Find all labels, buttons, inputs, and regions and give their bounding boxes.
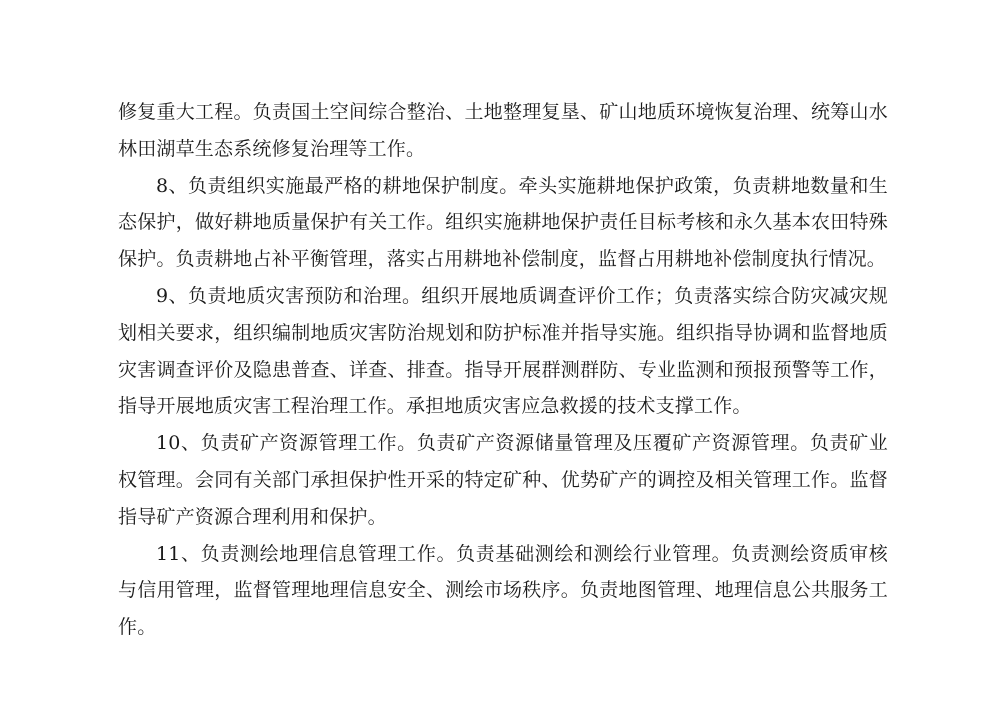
paragraph-item-9: 9、负责地质灾害预防和治理。组织开展地质调查评价工作；负责落实综合防灾减灾规划相关要求，组织编制地质灾害防治规划和防护标准并指导实施。组织指导协调和监督地质灾害调查评价及隐患普查、详查、排查。指导开展群测群防、专业监测和预报预警等工作，指导开展地质灾害工程治理工作。承担地质灾害应急救援的技术支撑工作。	[118, 284, 888, 418]
document-body	[118, 94, 888, 646]
paragraph-continuation: 修复重大工程。负责国土空间综合整治、土地整理复垦、矿山地质环境恢复治理、统筹山水林田湖草生态系统修复治理等工作。	[118, 101, 888, 160]
paragraph-item-10: 10、负责矿产资源管理工作。负责矿产资源储量管理及压覆矿产资源管理。负责矿业权管理。会同有关部门承担保护性开采的特定矿种、优势矿产的调控及相关管理工作。监督指导矿产资源合理利用和保护。	[118, 432, 888, 528]
paragraph-item-8: 8、负责组织实施最严格的耕地保护制度。牵头实施耕地保护政策，负责耕地数量和生态保护，做好耕地质量保护有关工作。组织实施耕地保护责任目标考核和永久基本农田特殊保护。负责耕地占补平衡管理，落实占用耕地补偿制度，监督占用耕地补偿制度执行情况。	[118, 174, 888, 271]
paragraph-item-11: 11、负责测绘地理信息管理工作。负责基础测绘和测绘行业管理。负责测绘资质审核与信用管理，监督管理地理信息安全、测绘市场秩序。负责地图管理、地理信息公共服务工作。	[118, 542, 888, 639]
